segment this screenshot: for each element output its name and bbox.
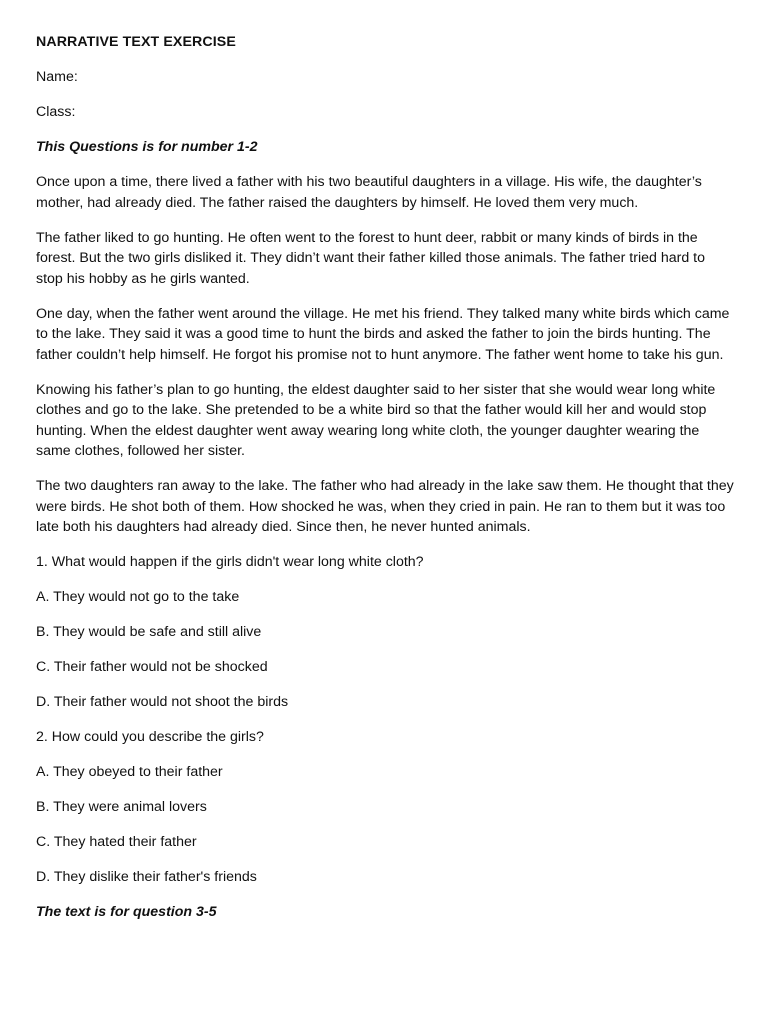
class-field-label: Class: bbox=[36, 104, 76, 120]
name-field-label: Name: bbox=[36, 69, 78, 85]
answer-option-d: D. They dislike their father's friends bbox=[36, 869, 257, 885]
answer-option-a: A. They obeyed to their father bbox=[36, 764, 223, 780]
answer-option-c: C. They hated their father bbox=[36, 834, 197, 850]
document-title: NARRATIVE TEXT EXERCISE bbox=[36, 34, 236, 50]
question-text: 2. How could you describe the girls? bbox=[36, 729, 264, 745]
story-paragraph: One day, when the father went around the village. He met his friend. They talked many white birds which came to the lake. They said it was a good time to hunt the birds and asked the father to join the birds hunting. The father couldn’t help himself. He forgot his promise not to hunt anymore. The father went home to take his gun. bbox=[36, 305, 730, 363]
story-paragraph: The father liked to go hunting. He often went to the forest to hunt deer, rabbit or many kinds of birds in the forest. But the two girls disliked it. They didn’t want their father killed those animals. The father tried hard to stop his hobby as he girls wanted. bbox=[36, 229, 705, 287]
answer-option-d: D. Their father would not shoot the birds bbox=[36, 694, 289, 710]
answer-option-b: B. They were animal lovers bbox=[36, 799, 207, 815]
story-paragraph: The two daughters ran away to the lake. The father who had already in the lake saw them. He thought that they were birds. He shot both of them. How shocked he was, when they cried in pain. He ran to them but it was too late both his daughters had already died. Since then, he never hunted animals. bbox=[36, 478, 734, 535]
answer-option-b: B. They would be safe and still alive bbox=[36, 624, 262, 640]
story-paragraph: Knowing his father’s plan to go hunting, the eldest daughter said to her sister that she would wear long white clothes and go to the lake. She pretended to be a white bird so that the father would kill her and would stop hunting. When the eldest daughter went away wearing long white cloth, the younger daughter wearing the same clothes, followed her sister. bbox=[36, 381, 716, 459]
answer-option-c: C. Their father would not be shocked bbox=[36, 659, 268, 675]
story-paragraph: Once upon a time, there lived a father with his two beautiful daughters in a village. His wife, the daughter’s mother, had already died. The father raised the daughters by himself. He loved them very much. bbox=[36, 174, 702, 211]
question-text: 1. What would happen if the girls didn't wear long white cloth? bbox=[36, 554, 424, 570]
section-heading-questions-3-5: The text is for question 3-5 bbox=[36, 904, 217, 920]
section-heading-questions-1-2: This Questions is for number 1-2 bbox=[36, 139, 258, 155]
answer-option-a: A. They would not go to the take bbox=[36, 589, 240, 605]
question-block-2 bbox=[36, 727, 734, 888]
question-block-1 bbox=[36, 552, 734, 713]
narrative-text bbox=[36, 172, 734, 538]
